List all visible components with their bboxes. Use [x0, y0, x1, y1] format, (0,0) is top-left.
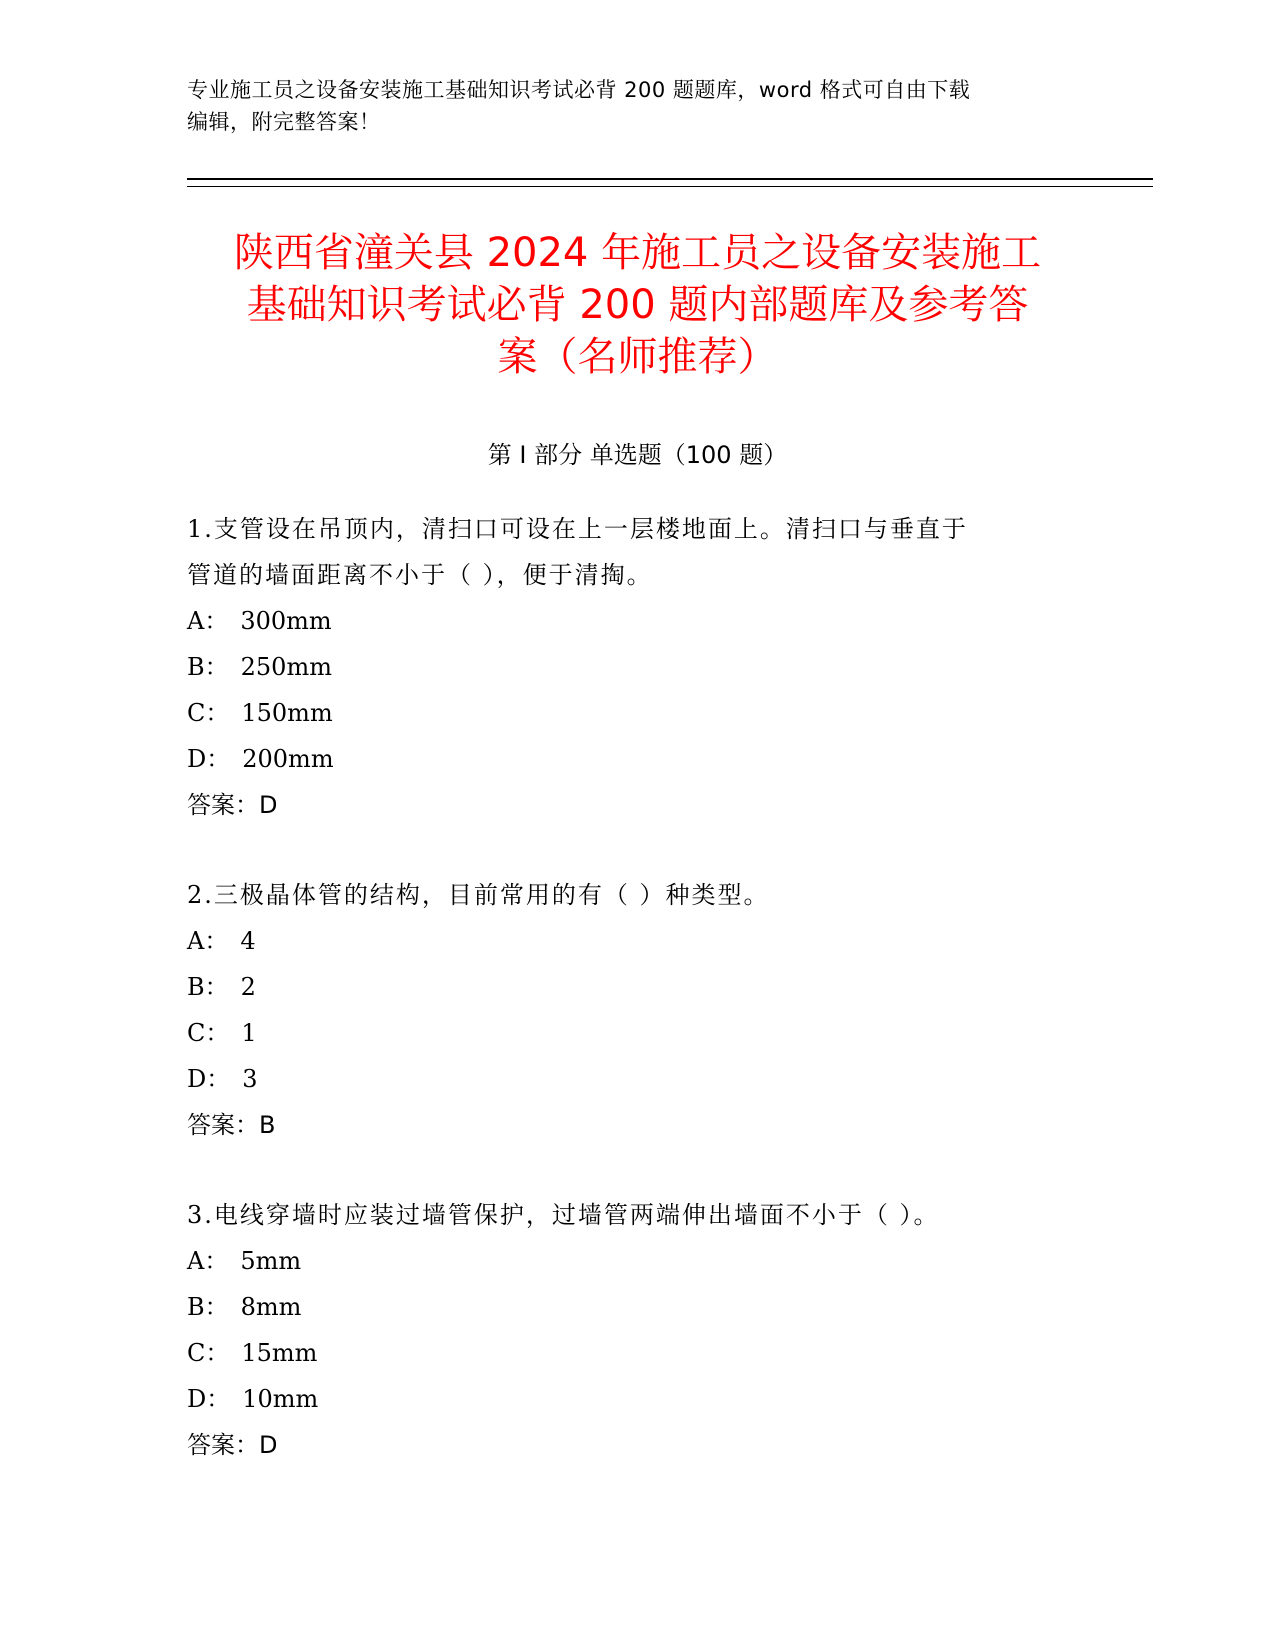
option-a [187, 918, 1107, 964]
option-value: 15mm [241, 1339, 318, 1367]
title-line-1: 陕西省潼关县 2024 年施工员之设备安装施工 [233, 230, 1042, 276]
option-key: A： [187, 1247, 229, 1275]
option-value: 200mm [242, 745, 334, 773]
header-rule-thick [187, 178, 1153, 180]
option-key: D： [187, 1385, 231, 1413]
question-2 [187, 872, 1107, 1148]
option-value: 3 [242, 1065, 258, 1093]
option-value: 2 [240, 973, 256, 1001]
option-value: 300mm [240, 607, 332, 635]
answer-line: 答案：D [187, 1431, 278, 1459]
document-title [150, 227, 1125, 383]
question-stem-line: 1.支管设在吊顶内，清扫口可设在上一层楼地面上。清扫口与垂直于 [187, 515, 968, 543]
option-key: C： [187, 1339, 230, 1367]
option-value: 1 [241, 1019, 257, 1047]
title-line-2: 基础知识考试必背 200 题内部题库及参考答 [246, 282, 1029, 328]
option-key: C： [187, 1019, 230, 1047]
option-c [187, 1330, 1107, 1376]
option-value: 250mm [240, 653, 332, 681]
question-stem-line: 2.三极晶体管的结构，目前常用的有（ ）种类型。 [187, 881, 770, 909]
header-note [187, 74, 1087, 138]
option-key: A： [187, 927, 229, 955]
option-b [187, 1284, 1107, 1330]
question-stem [187, 506, 1107, 598]
option-key: D： [187, 745, 231, 773]
header-note-line-2: 编辑，附完整答案！ [187, 110, 381, 134]
option-value: 4 [240, 927, 256, 955]
option-key: C： [187, 699, 230, 727]
question-1 [187, 506, 1107, 828]
option-b [187, 964, 1107, 1010]
option-b [187, 644, 1107, 690]
section-heading: 第 I 部分 单选题（100 题） [487, 441, 788, 469]
option-key: B： [187, 653, 229, 681]
answer-line: 答案：D [187, 791, 278, 819]
option-key: B： [187, 973, 229, 1001]
option-key: A： [187, 607, 229, 635]
option-value: 5mm [240, 1247, 302, 1275]
header-rule-thin [187, 186, 1153, 187]
option-d [187, 1376, 1107, 1422]
option-d [187, 1056, 1107, 1102]
question-3 [187, 1192, 1107, 1468]
option-value: 10mm [242, 1385, 319, 1413]
option-a [187, 598, 1107, 644]
option-value: 150mm [241, 699, 333, 727]
option-c [187, 1010, 1107, 1056]
option-a [187, 1238, 1107, 1284]
option-c [187, 690, 1107, 736]
question-stem-line: 3.电线穿墙时应装过墙管保护，过墙管两端伸出墙面不小于（ ）。 [187, 1201, 940, 1229]
option-d [187, 736, 1107, 782]
option-value: 8mm [240, 1293, 302, 1321]
question-stem-line: 管道的墙面距离不小于（ ），便于清掏。 [187, 561, 653, 589]
question-stem [187, 872, 1107, 918]
header-note-line-1: 专业施工员之设备安装施工基础知识考试必背 200 题题库，word 格式可自由下载 [187, 78, 971, 102]
title-line-3: 案（名师推荐） [497, 334, 778, 380]
answer-line: 答案：B [187, 1111, 276, 1139]
option-key: B： [187, 1293, 229, 1321]
option-key: D： [187, 1065, 231, 1093]
question-stem [187, 1192, 1107, 1238]
